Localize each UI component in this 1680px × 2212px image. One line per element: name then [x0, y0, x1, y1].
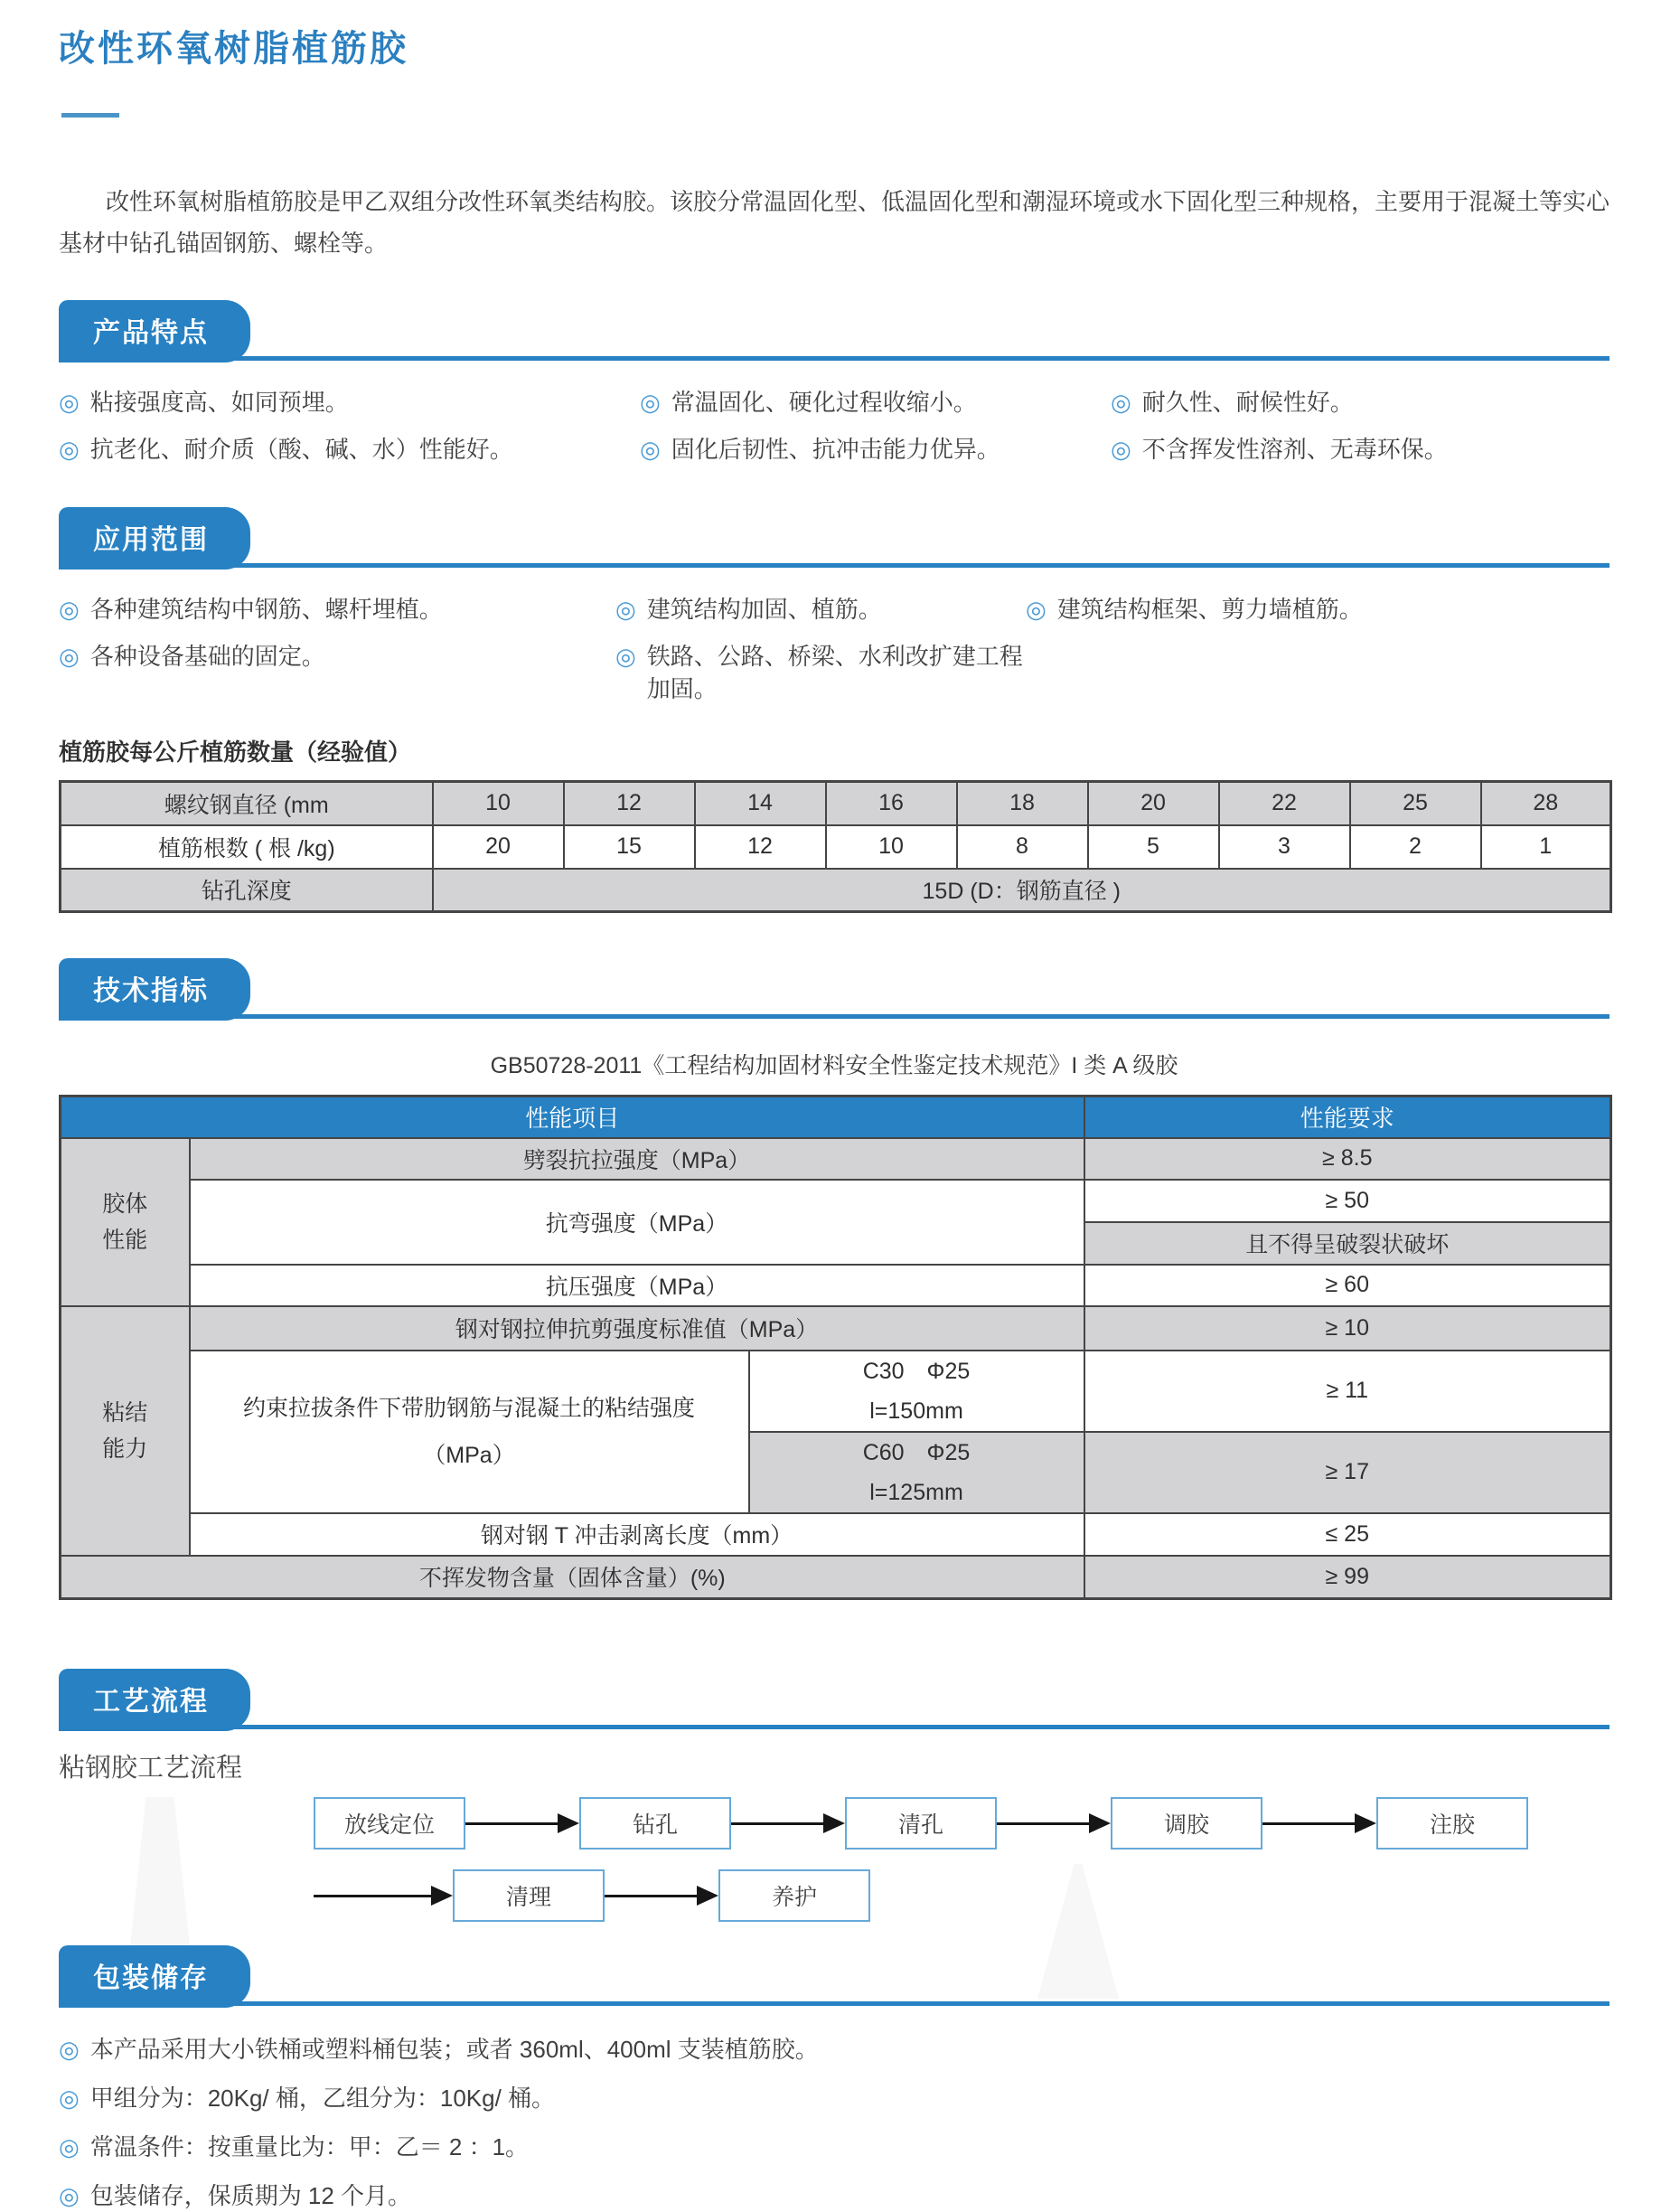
- diameter-cell: 20: [1088, 782, 1219, 825]
- application-text: 各种设备基础的固定。: [89, 643, 325, 670]
- flow-arrow-icon: [314, 1886, 453, 1906]
- applications-list: [59, 593, 1610, 705]
- flow-row: [314, 1869, 1610, 1922]
- bullseye-icon: ◎: [1026, 596, 1046, 623]
- requirement-value: ≥ 60: [1084, 1265, 1611, 1306]
- list-item: [59, 593, 615, 626]
- intro-paragraph: 改性环氧树脂植筋胶是甲乙双组分改性环氧类结构胶。该胶分常温固化型、低温固化型和潮湿环境或水下固化型三种规格，主要用于混凝土等实心基材中钻孔锚固钢筋、螺栓等。: [59, 188, 1610, 257]
- diameter-cell: 22: [1219, 782, 1350, 825]
- column-header: 性能项目: [61, 1097, 1084, 1138]
- count-cell: 8: [957, 825, 1088, 869]
- section-features-head: [59, 300, 1610, 362]
- requirement-value: ≥ 10: [1084, 1306, 1611, 1351]
- features-list: [59, 386, 1610, 466]
- bullseye-icon: ◎: [615, 643, 636, 670]
- requirement-value: ≥ 11: [1084, 1351, 1611, 1432]
- property-name: 抗弯强度（MPa）: [190, 1180, 1084, 1265]
- standard-reference: GB50728-2011《工程结构加固材料安全性鉴定技术规范》I 类 A 级胶: [490, 1053, 1178, 1078]
- diameter-cell: 10: [433, 782, 564, 825]
- flow-step: 注胶: [1376, 1797, 1528, 1850]
- list-item: [1111, 386, 1610, 419]
- diameter-cell: 18: [957, 782, 1088, 825]
- table-row: [61, 1513, 1611, 1556]
- property-name: 钢对钢拉伸抗剪强度标准值（MPa）: [190, 1306, 1084, 1351]
- flow-step: 清孔: [845, 1797, 997, 1850]
- process-heading: 工艺流程: [93, 1687, 209, 1717]
- property-name: 不挥发物含量（固体含量）(%): [61, 1556, 1084, 1599]
- section-tech-head: [59, 958, 1610, 1021]
- list-item: [1111, 433, 1610, 466]
- list-item: [615, 593, 1026, 626]
- packaging-text: 包装储存，保质期为 12 个月。: [89, 2182, 412, 2209]
- property-name: 劈裂抗拉强度（MPa）: [190, 1138, 1084, 1180]
- column-header: 性能要求: [1084, 1097, 1611, 1138]
- table-row: [61, 1351, 1611, 1432]
- requirement-value: ≥ 17: [1084, 1432, 1611, 1513]
- group-label: 粘结能力: [61, 1306, 190, 1556]
- count-cell: 20: [433, 825, 564, 869]
- row-label: 螺纹钢直径 (mm: [61, 782, 433, 825]
- requirement-value: ≤ 25: [1084, 1513, 1611, 1556]
- list-item: [59, 386, 640, 419]
- depth-cell: 15D (D：钢筋直径 ): [433, 869, 1611, 912]
- bullseye-icon: ◎: [59, 596, 80, 623]
- diameter-cell: 28: [1481, 782, 1611, 825]
- property-name: 约束拉拔条件下带肋钢筋与混凝土的粘结强度 （MPa）: [190, 1351, 749, 1513]
- flow-step: 钻孔: [579, 1797, 731, 1850]
- flow-arrow-icon: [605, 1886, 718, 1906]
- packaging-text: 甲组分为：20Kg/ 桶，乙组分为：10Kg/ 桶。: [89, 2085, 556, 2112]
- list-item: [640, 433, 1111, 466]
- diameter-cell: 25: [1350, 782, 1481, 825]
- applications-heading: 应用范围: [93, 525, 209, 555]
- application-text: 各种建筑结构中钢筋、螺杆埋植。: [89, 596, 443, 623]
- count-cell: 15: [564, 825, 695, 869]
- flow-step: 调胶: [1111, 1797, 1262, 1850]
- flow-row: [314, 1797, 1610, 1850]
- rebar-table-title: 植筋胶每公斤植筋数量（经验值）: [59, 739, 412, 766]
- count-cell: 5: [1088, 825, 1219, 869]
- feature-text: 耐久性、耐候性好。: [1141, 389, 1354, 416]
- property-name: 抗压强度（MPa）: [190, 1265, 1084, 1306]
- list-item: [59, 2082, 1610, 2114]
- list-item: [615, 640, 1026, 705]
- row-label: 钻孔深度: [61, 869, 433, 912]
- tech-table: [59, 1095, 1612, 1600]
- applications-banner: [59, 507, 250, 569]
- feature-text: 常温固化、硬化过程收缩小。: [671, 389, 977, 416]
- flow-arrow-icon: [997, 1813, 1111, 1833]
- table-row: [61, 1180, 1611, 1222]
- application-text: 铁路、公路、桥梁、水利改扩建工程加固。: [646, 643, 1023, 702]
- feature-text: 抗老化、耐介质（酸、碱、水）性能好。: [89, 436, 513, 463]
- list-item: [59, 2033, 1610, 2066]
- count-cell: 10: [826, 825, 957, 869]
- table-row: [61, 782, 1611, 825]
- requirement-value: 且不得呈破裂状破坏: [1084, 1222, 1611, 1265]
- features-rule: [59, 356, 1610, 361]
- tech-heading: 技术指标: [93, 976, 209, 1006]
- requirement-value: ≥ 8.5: [1084, 1138, 1611, 1180]
- bullseye-icon: ◎: [615, 596, 636, 623]
- list-item: [59, 640, 615, 705]
- feature-text: 固化后韧性、抗冲击能力优异。: [671, 436, 1000, 463]
- features-banner: [59, 300, 250, 362]
- packaging-text: 本产品采用大小铁桶或塑料桶包装；或者 360ml、400ml 支装植筋胶。: [89, 2036, 819, 2063]
- application-text: 建筑结构加固、植筋。: [646, 596, 882, 623]
- title-underline: [61, 113, 119, 118]
- table-row: [61, 825, 1611, 869]
- bullseye-icon: ◎: [59, 389, 80, 416]
- requirement-value: ≥ 50: [1084, 1180, 1611, 1222]
- tech-banner: [59, 958, 250, 1021]
- row-label: 植筋根数 ( 根 /kg): [61, 825, 433, 869]
- bullseye-icon: ◎: [640, 389, 661, 416]
- diameter-cell: 12: [564, 782, 695, 825]
- flow-arrow-icon: [1262, 1813, 1376, 1833]
- bullseye-icon: ◎: [1111, 389, 1131, 416]
- count-cell: 12: [695, 825, 826, 869]
- list-item: [59, 2131, 1610, 2163]
- bullseye-icon: ◎: [1111, 436, 1131, 463]
- requirement-value: ≥ 99: [1084, 1556, 1611, 1599]
- flow-arrow-icon: [465, 1813, 579, 1833]
- count-cell: 1: [1481, 825, 1611, 869]
- packaging-text: 常温条件：按重量比为：甲：乙＝ 2 ：1。: [89, 2133, 530, 2160]
- count-cell: 3: [1219, 825, 1350, 869]
- packaging-rule: [59, 2001, 1610, 2006]
- feature-text: 粘接强度高、如同预埋。: [89, 389, 349, 416]
- diameter-cell: 16: [826, 782, 957, 825]
- flow-step: 放线定位: [314, 1797, 465, 1850]
- process-banner: [59, 1669, 250, 1731]
- list-item: [1026, 593, 1610, 626]
- application-text: 建筑结构框架、剪力墙植筋。: [1056, 596, 1363, 623]
- table-row: [61, 1265, 1611, 1306]
- tech-rule: [59, 1014, 1610, 1019]
- list-item: [59, 433, 640, 466]
- section-process-head: [59, 1669, 1610, 1731]
- property-name: 钢对钢 T 冲击剥离长度（mm）: [190, 1513, 1084, 1556]
- bullseye-icon: ◎: [59, 2085, 80, 2112]
- bullseye-icon: ◎: [640, 436, 661, 463]
- page-title: 改性环氧树脂植筋胶: [59, 29, 408, 69]
- feature-text: 不含挥发性溶剂、无毒环保。: [1141, 436, 1448, 463]
- diameter-cell: 14: [695, 782, 826, 825]
- table-row: [61, 1306, 1611, 1351]
- process-rule: [59, 1725, 1610, 1729]
- flow-step: 清理: [453, 1869, 605, 1922]
- applications-rule: [59, 563, 1610, 568]
- features-heading: 产品特点: [93, 318, 209, 348]
- bullseye-icon: ◎: [59, 2133, 80, 2160]
- table-row: [61, 1556, 1611, 1599]
- list-item: [640, 386, 1111, 419]
- process-subtitle: 粘钢胶工艺流程: [59, 1754, 243, 1783]
- group-label: 胶体性能: [61, 1138, 190, 1306]
- bullseye-icon: ◎: [59, 436, 80, 463]
- packaging-heading: 包装储存: [93, 1963, 209, 1993]
- table-row: [61, 1097, 1611, 1138]
- section-applications-head: [59, 507, 1610, 569]
- flow-arrow-icon: [731, 1813, 845, 1833]
- bullseye-icon: ◎: [59, 643, 80, 670]
- count-cell: 2: [1350, 825, 1481, 869]
- flow-step: 养护: [718, 1869, 870, 1922]
- bullseye-icon: ◎: [59, 2182, 80, 2209]
- condition-cell: C30 Φ25 l=150mm: [749, 1351, 1084, 1432]
- table-row: [61, 1138, 1611, 1180]
- table-row: [61, 869, 1611, 912]
- rebar-table: [59, 780, 1612, 913]
- bullseye-icon: ◎: [59, 2036, 80, 2063]
- packaging-list: [59, 2033, 1610, 2212]
- condition-cell: C60 Φ25 l=125mm: [749, 1432, 1084, 1513]
- list-item: [59, 2179, 1610, 2212]
